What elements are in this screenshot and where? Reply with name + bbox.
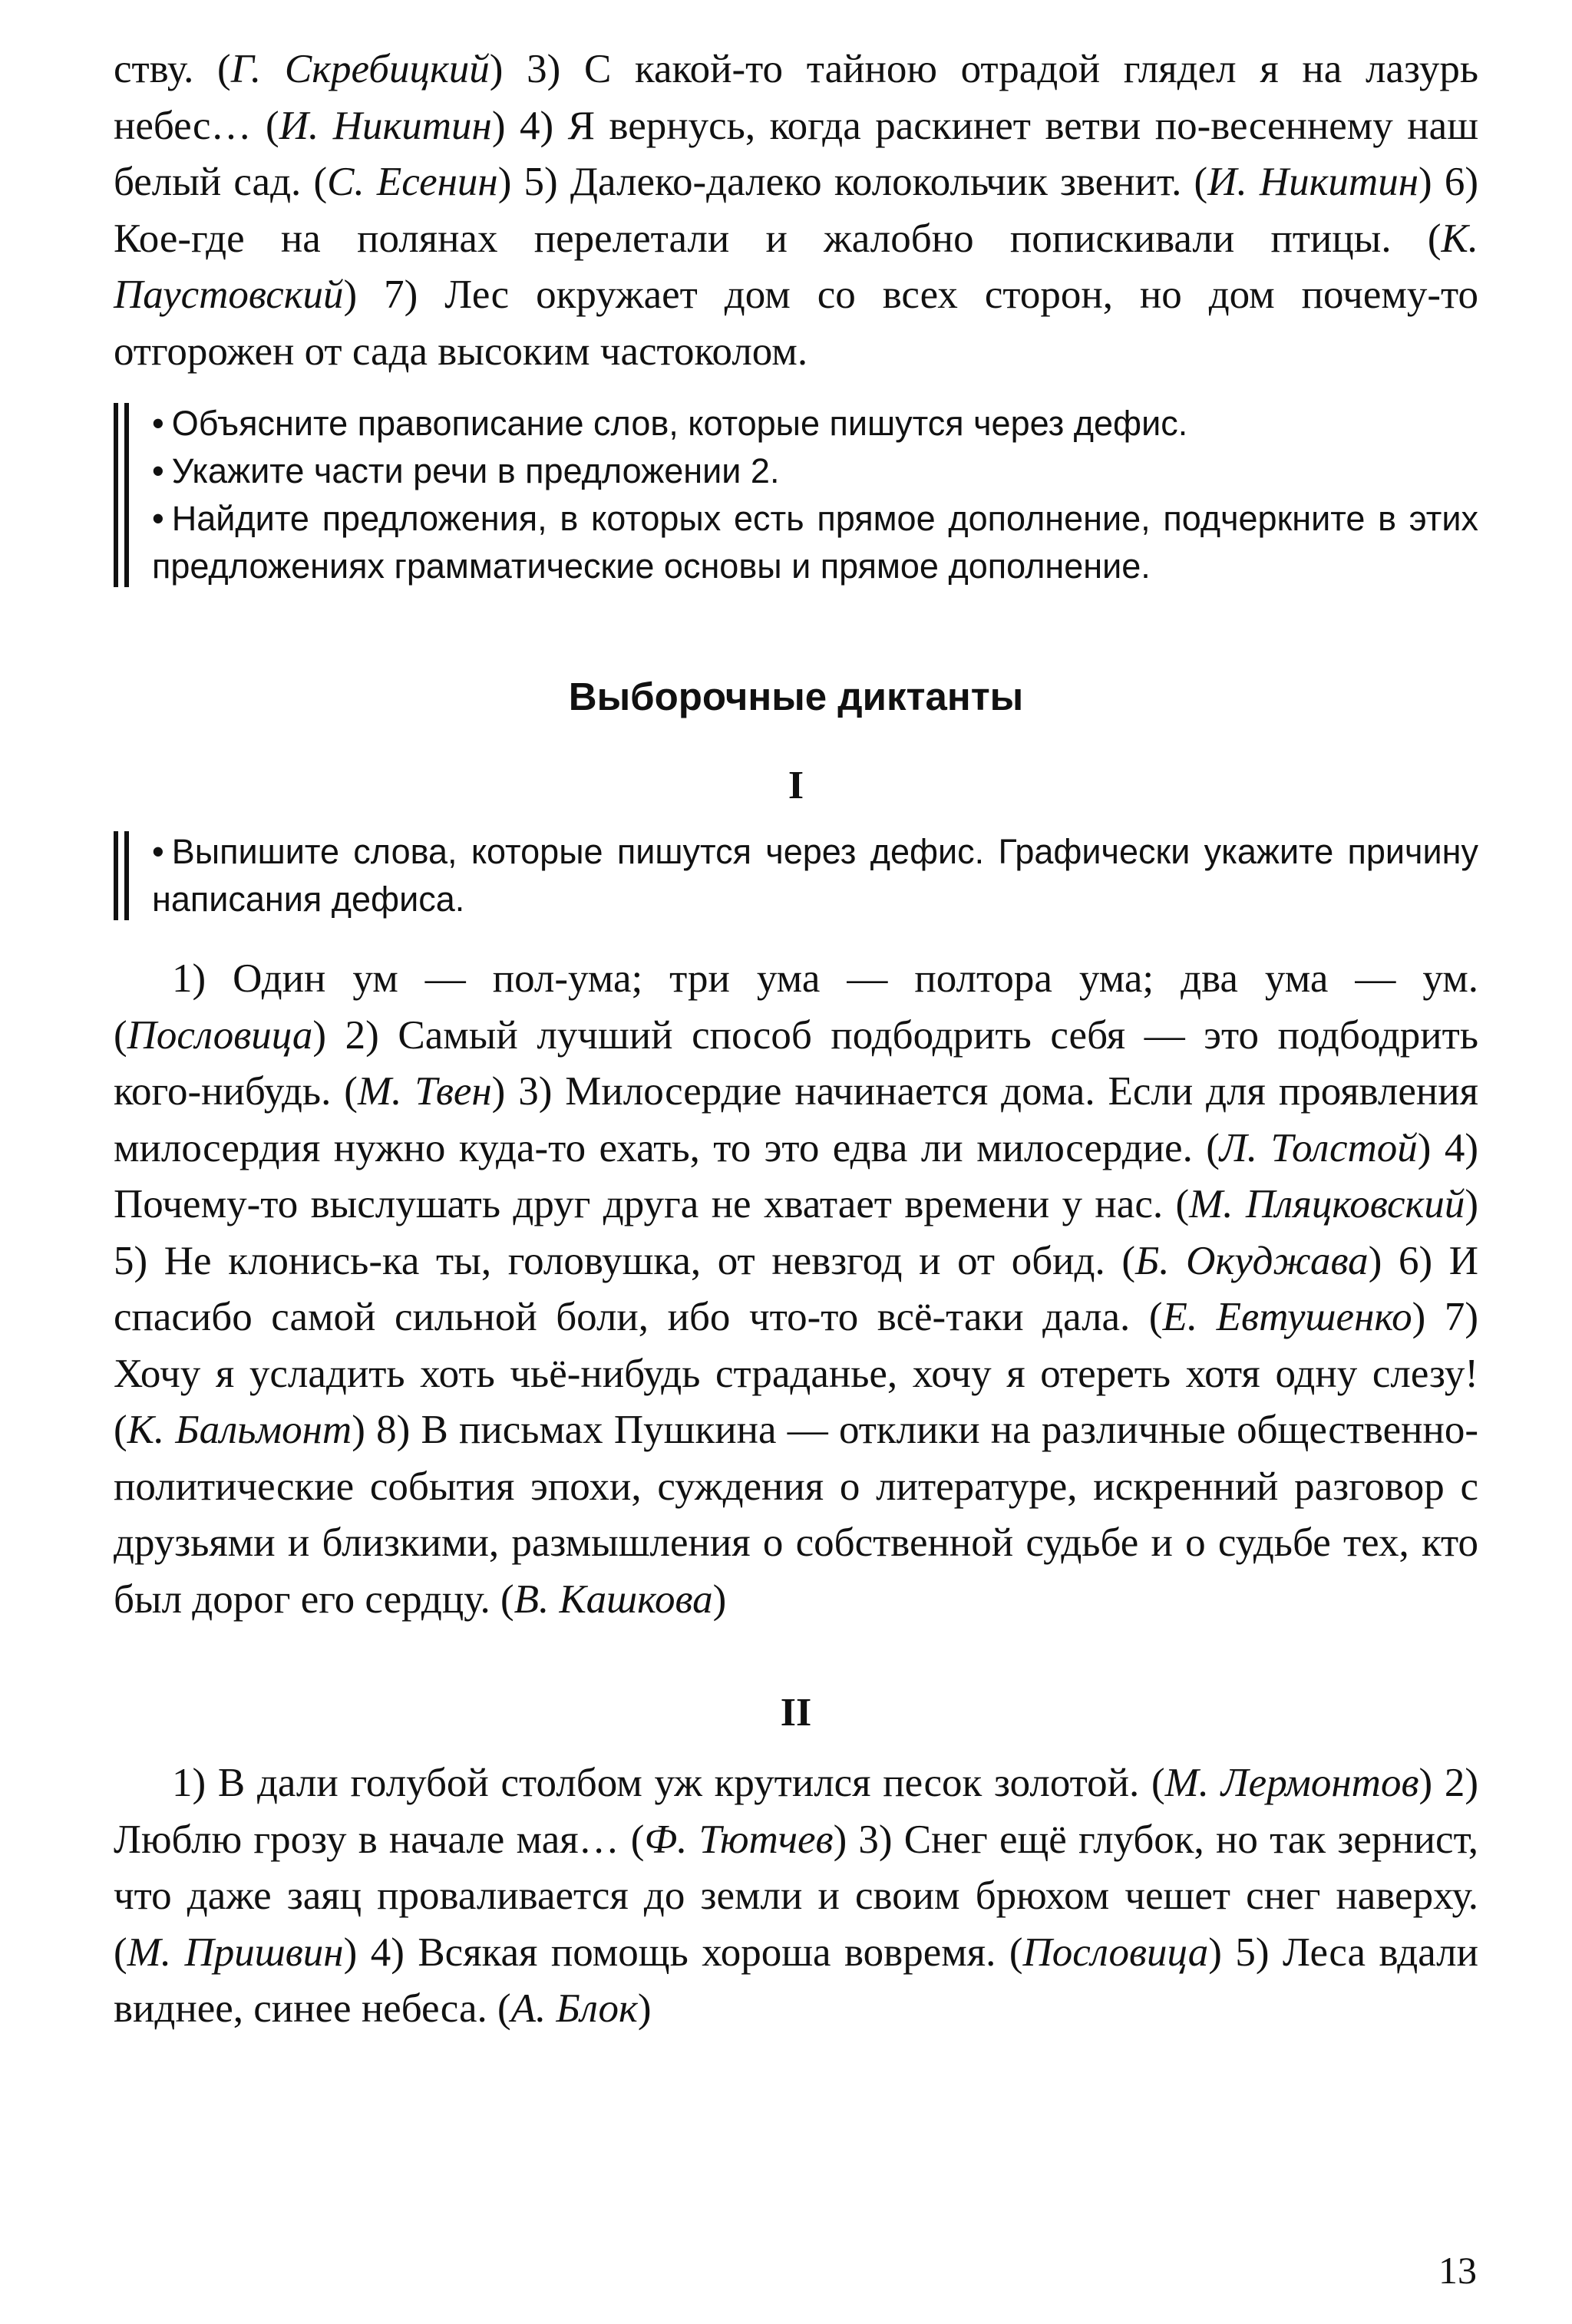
author-attribution: Ф. Тютчев (644, 1817, 834, 1862)
text-run: ) 5) Леса вдали виднее, синее небеса. ( (114, 1930, 1478, 2031)
bullet-icon: • (152, 832, 164, 871)
author-attribution: М. Твен (357, 1069, 492, 1114)
task-text: Укажите части речи в предложении 2. (171, 451, 780, 490)
text-run: ) 3) Снег ещё глубок, но так зернист, что даже заяц проваливается до земли и своим брюхом чешет снег наверху. ( (114, 1817, 1478, 1975)
bullet-icon: • (152, 451, 164, 490)
text-run: ) 5) Не клонись-ка ты, головушка, от невзгод и от обид. ( (114, 1182, 1478, 1283)
intro-paragraph (114, 41, 1478, 380)
text-run: ) 6) И спасибо самой сильной боли, ибо что-то всё-таки дала. ( (114, 1238, 1479, 1339)
text-run: ству. ( (114, 47, 231, 91)
text-run: ) 7) Лес окружает дом со всех сторон, но дом почему-то отгорожен от сада высоким частоколом. (114, 272, 1478, 374)
text-run: ) 4) Почему-то выслушать друг друга не хватает времени у нас. ( (114, 1125, 1478, 1226)
author-attribution: Пословица (127, 1012, 313, 1058)
author-attribution: А. Блок (510, 1986, 638, 2031)
task-box-1 (114, 400, 1478, 590)
text-run: ) 7) Хочу я усладить хоть чьё-нибудь страданье, хочу я отереть хотя одну слезу! ( (114, 1295, 1478, 1452)
task-box-2 (114, 828, 1478, 923)
author-attribution: С. Есенин (327, 160, 498, 204)
author-attribution: М. Пришвин (127, 1930, 344, 1975)
text-run: ) 4) Я вернусь, когда раскинет ветви по-весеннему наш белый сад. ( (114, 103, 1479, 204)
author-attribution: М. Лермонтов (1164, 1761, 1419, 1805)
author-attribution: И. Никитин (1207, 160, 1419, 204)
text-run: ) 2) Люблю грозу в начале мая… ( (114, 1761, 1478, 1862)
text-run: 1) В дали голубой столбом уж крутился песок золотой. ( (172, 1761, 1165, 1805)
author-attribution: И. Никитин (279, 103, 492, 148)
author-attribution: Е. Евтушенко (1162, 1295, 1412, 1339)
task-text: Выпишите слова, которые пишутся через дефис. Графически укажите причину написания дефиса. (152, 832, 1478, 919)
task-text: Найдите предложения, в которых есть прямое дополнение, подчеркните в этих предложениях грамматические основы и прямое дополнение. (152, 499, 1478, 586)
author-attribution: Пословица (1022, 1930, 1209, 1975)
text-run: ) 2) Самый лучший способ подбодрить себя — это подбодрить кого-нибудь. ( (114, 1012, 1478, 1114)
task-item (152, 447, 1478, 495)
text-run: ) 5) Далеко-далеко колокольчик звенит. ( (497, 160, 1208, 204)
section-title: Выборочные диктанты (568, 675, 1024, 718)
text-run: ) 3) Милосердие начинается дома. Если для проявления милосердия нужно куда-то ехать, то это едва ли милосердие. ( (114, 1069, 1478, 1170)
part1-paragraph (114, 951, 1478, 1628)
text-run: ) 3) С какой-то тайною отрадой глядел я на лазурь небес… ( (114, 47, 1478, 148)
task-item (152, 495, 1478, 590)
author-attribution: В. Кашкова (514, 1576, 713, 1622)
author-attribution: Б. Окуджава (1135, 1238, 1369, 1283)
text-run: 1) Один ум — пол-ума; три ума — полтора ума; два ума — ум. ( (114, 956, 1478, 1058)
bullet-icon: • (152, 404, 164, 443)
text-run: ) (712, 1576, 727, 1622)
author-attribution: М. Пляцковский (1189, 1182, 1465, 1226)
text-run: ) 6) Кое-где на полянах перелетали и жалобно попискивали птицы. ( (114, 160, 1478, 261)
author-attribution: К. Паустовский (114, 216, 1478, 317)
author-attribution: К. Бальмонт (127, 1408, 352, 1452)
text-run: ) (637, 1986, 652, 2031)
task-item (152, 400, 1478, 447)
author-attribution: Л. Толстой (1219, 1125, 1418, 1170)
task-text: Объясните правописание слов, которые пишутся через дефис. (171, 404, 1188, 443)
text-run: ) 4) Всякая помощь хороша вовремя. ( (343, 1930, 1023, 1975)
text-run: ) 8) В письмах Пушкина — отклики на различные общественно-политические события эпохи, суждения о литературе, искренний разговор с друзьями и близкими, размышления о собственной судьбе и о судьбе тех, кто был дорог его сердцу. ( (114, 1408, 1478, 1622)
part-numeral-1: I (788, 764, 804, 807)
part-numeral-2: II (780, 1691, 812, 1735)
page-content (114, 41, 1478, 2038)
bullet-icon: • (152, 499, 164, 538)
task-item (152, 828, 1478, 923)
author-attribution: Г. Скребицкий (230, 47, 490, 91)
page-number: 13 (1438, 2249, 1477, 2292)
part2-paragraph (114, 1755, 1478, 2038)
